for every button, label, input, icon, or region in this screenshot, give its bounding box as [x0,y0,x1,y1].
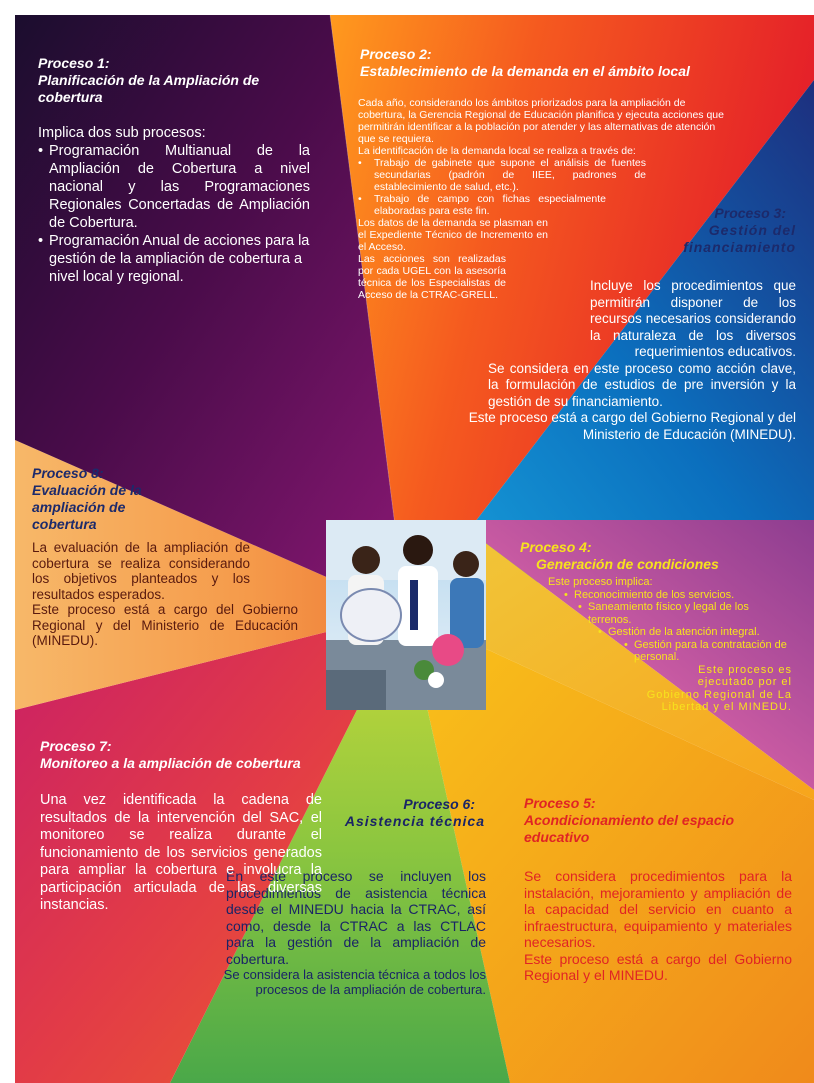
process-2-para: Cada año, considerando los ámbitos priorizados para la ampliación de cobertura, la Gerencia Regional de Educación planifica y ejecuta acciones que permitirán identificar a la población por atender y las alternativas de atención que se requiera. [358,97,724,145]
process-1-list [38,142,310,286]
process-4 [520,539,790,573]
process-2-title: Establecimiento de la demanda en el ámbito local [360,63,690,79]
process-8-para: Este proceso está a cargo del Gobierno Regional y del Ministerio de Educación (MINEDU). [32,602,298,648]
process-3-label: Proceso 3: [714,205,786,221]
process-3-para: Se considera en este proceso como acción clave, la formulación de estudios de pre inversión y la gestión de su financiamiento. [488,360,796,409]
process-8-title: Evaluación de la ampliación de cobertura [32,482,142,532]
students-photo-illustration [326,520,486,710]
process-3-para: Este proceso está a cargo del Gobierno Regional y del Ministerio de Educación (MINEDU). [468,410,796,442]
process-8-body [32,540,298,649]
process-6-para: En este proceso se incluyen los procedimientos de asistencia técnica desde el MINEDU hacia la CTRAC, así como, desde la CTRAC a las CTLAC para la gestión de la ampliación de cobertura. [226,868,486,967]
process-5 [524,795,784,846]
process-2-para: La identificación de la demanda local se realiza a través de: [358,145,636,157]
process-4-item: • Reconocimiento de los servicios. [564,588,735,601]
process-3 [600,205,796,256]
process-3-para: Incluye los procedimientos que permitirán disponer de los recursos necesarios considerando la naturaleza de los diversos requerimientos educativos. [590,278,796,359]
process-7 [40,738,360,772]
process-6 [340,796,485,830]
process-3-body [440,278,796,443]
process-4-item: • Saneamiento físico y legal de los terrenos. [578,601,749,626]
process-2-para: Las acciones son realizadas por cada UGEL con la asesoría técnica de los Especialistas de Acceso de la CTRAC-GRELL. [358,253,506,301]
students-photo [326,520,486,710]
process-6-label: Proceso 6: [403,796,475,812]
process-5-para: Se considera procedimientos para la instalación, mejoramiento y ampliación de la capacidad del servicio en cuanto a infraestructura, equipamiento y materiales necesarios. [524,868,792,950]
process-4-label: Proceso 4: [520,539,592,555]
process-7-label: Proceso 7: [40,738,112,754]
process-2-item: • Trabajo de gabinete que supone el análisis de fuentes secundarias (padrón de IIEE, padrones de establecimiento de salud, etc.). [358,157,646,193]
process-5-body [524,868,792,984]
process-2 [360,46,750,80]
process-4-list [548,589,792,664]
process-2-label: Proceso 2: [360,46,432,62]
process-4-outro: Este proceso es ejecutado por el Gobierno Regional de La Libertad y el MINEDU. [646,663,792,713]
process-7-title: Monitoreo a la ampliación de cobertura [40,755,301,771]
process-4-body [548,576,792,714]
process-5-para: Este proceso está a cargo del Gobierno Regional y el MINEDU. [524,950,792,983]
process-6-para: Se considera la asistencia técnica a todos los procesos de la ampliación de cobertura. [223,967,486,997]
process-2-para: Los datos de la demanda se plasman en el Expediente Técnico de Incremento en el Acceso. [358,217,548,253]
process-1-intro: Implica dos sub procesos: [38,125,206,141]
process-4-title: Generación de condiciones [536,556,719,572]
process-8-para: La evaluación de la ampliación de cobertura se realiza considerando los objetivos planteados y los resultados esperados. [32,540,250,602]
process-2-item: • Trabajo de campo con fichas especialmente elaboradas para este fin. [358,193,606,217]
process-6-title: Asistencia técnica [344,813,485,829]
process-8 [32,465,232,533]
process-4-item: • Gestión de la atención integral. [598,626,760,638]
process-5-title: Acondicionamiento del espacio educativo [524,812,735,845]
process-1-label: Proceso 1: [38,55,110,71]
process-4-item: • Gestión para la contratación de personal. [624,638,787,663]
process-7-body [40,792,322,915]
process-1-item: • Programación Anual de acciones para la gestión de la ampliación de cobertura a nivel local y regional. [38,233,310,285]
process-1-item: • Programación Multianual de la Ampliación de Cobertura a nivel nacional y las Programaciones Regionales Concertadas de Ampliación de Cobertura. [38,143,310,231]
process-2-body [358,97,730,301]
process-7-para: Una vez identificada la cadena de resultados de la intervención del SAC, el monitoreo se realiza durante el funcionamiento de los servicios generados para ampliar la cobertura e involucra la participación articulada de las diversas instancias. [40,792,322,913]
process-5-label: Proceso 5: [524,795,596,811]
process-1-title: Planificación de la Ampliación de cobertura [38,72,260,105]
process-4-intro: Este proceso implica: [548,576,653,588]
process-1 [38,55,310,286]
process-8-label: Proceso 8: [32,465,104,481]
process-3-title: Gestión del financiamiento [683,222,796,255]
